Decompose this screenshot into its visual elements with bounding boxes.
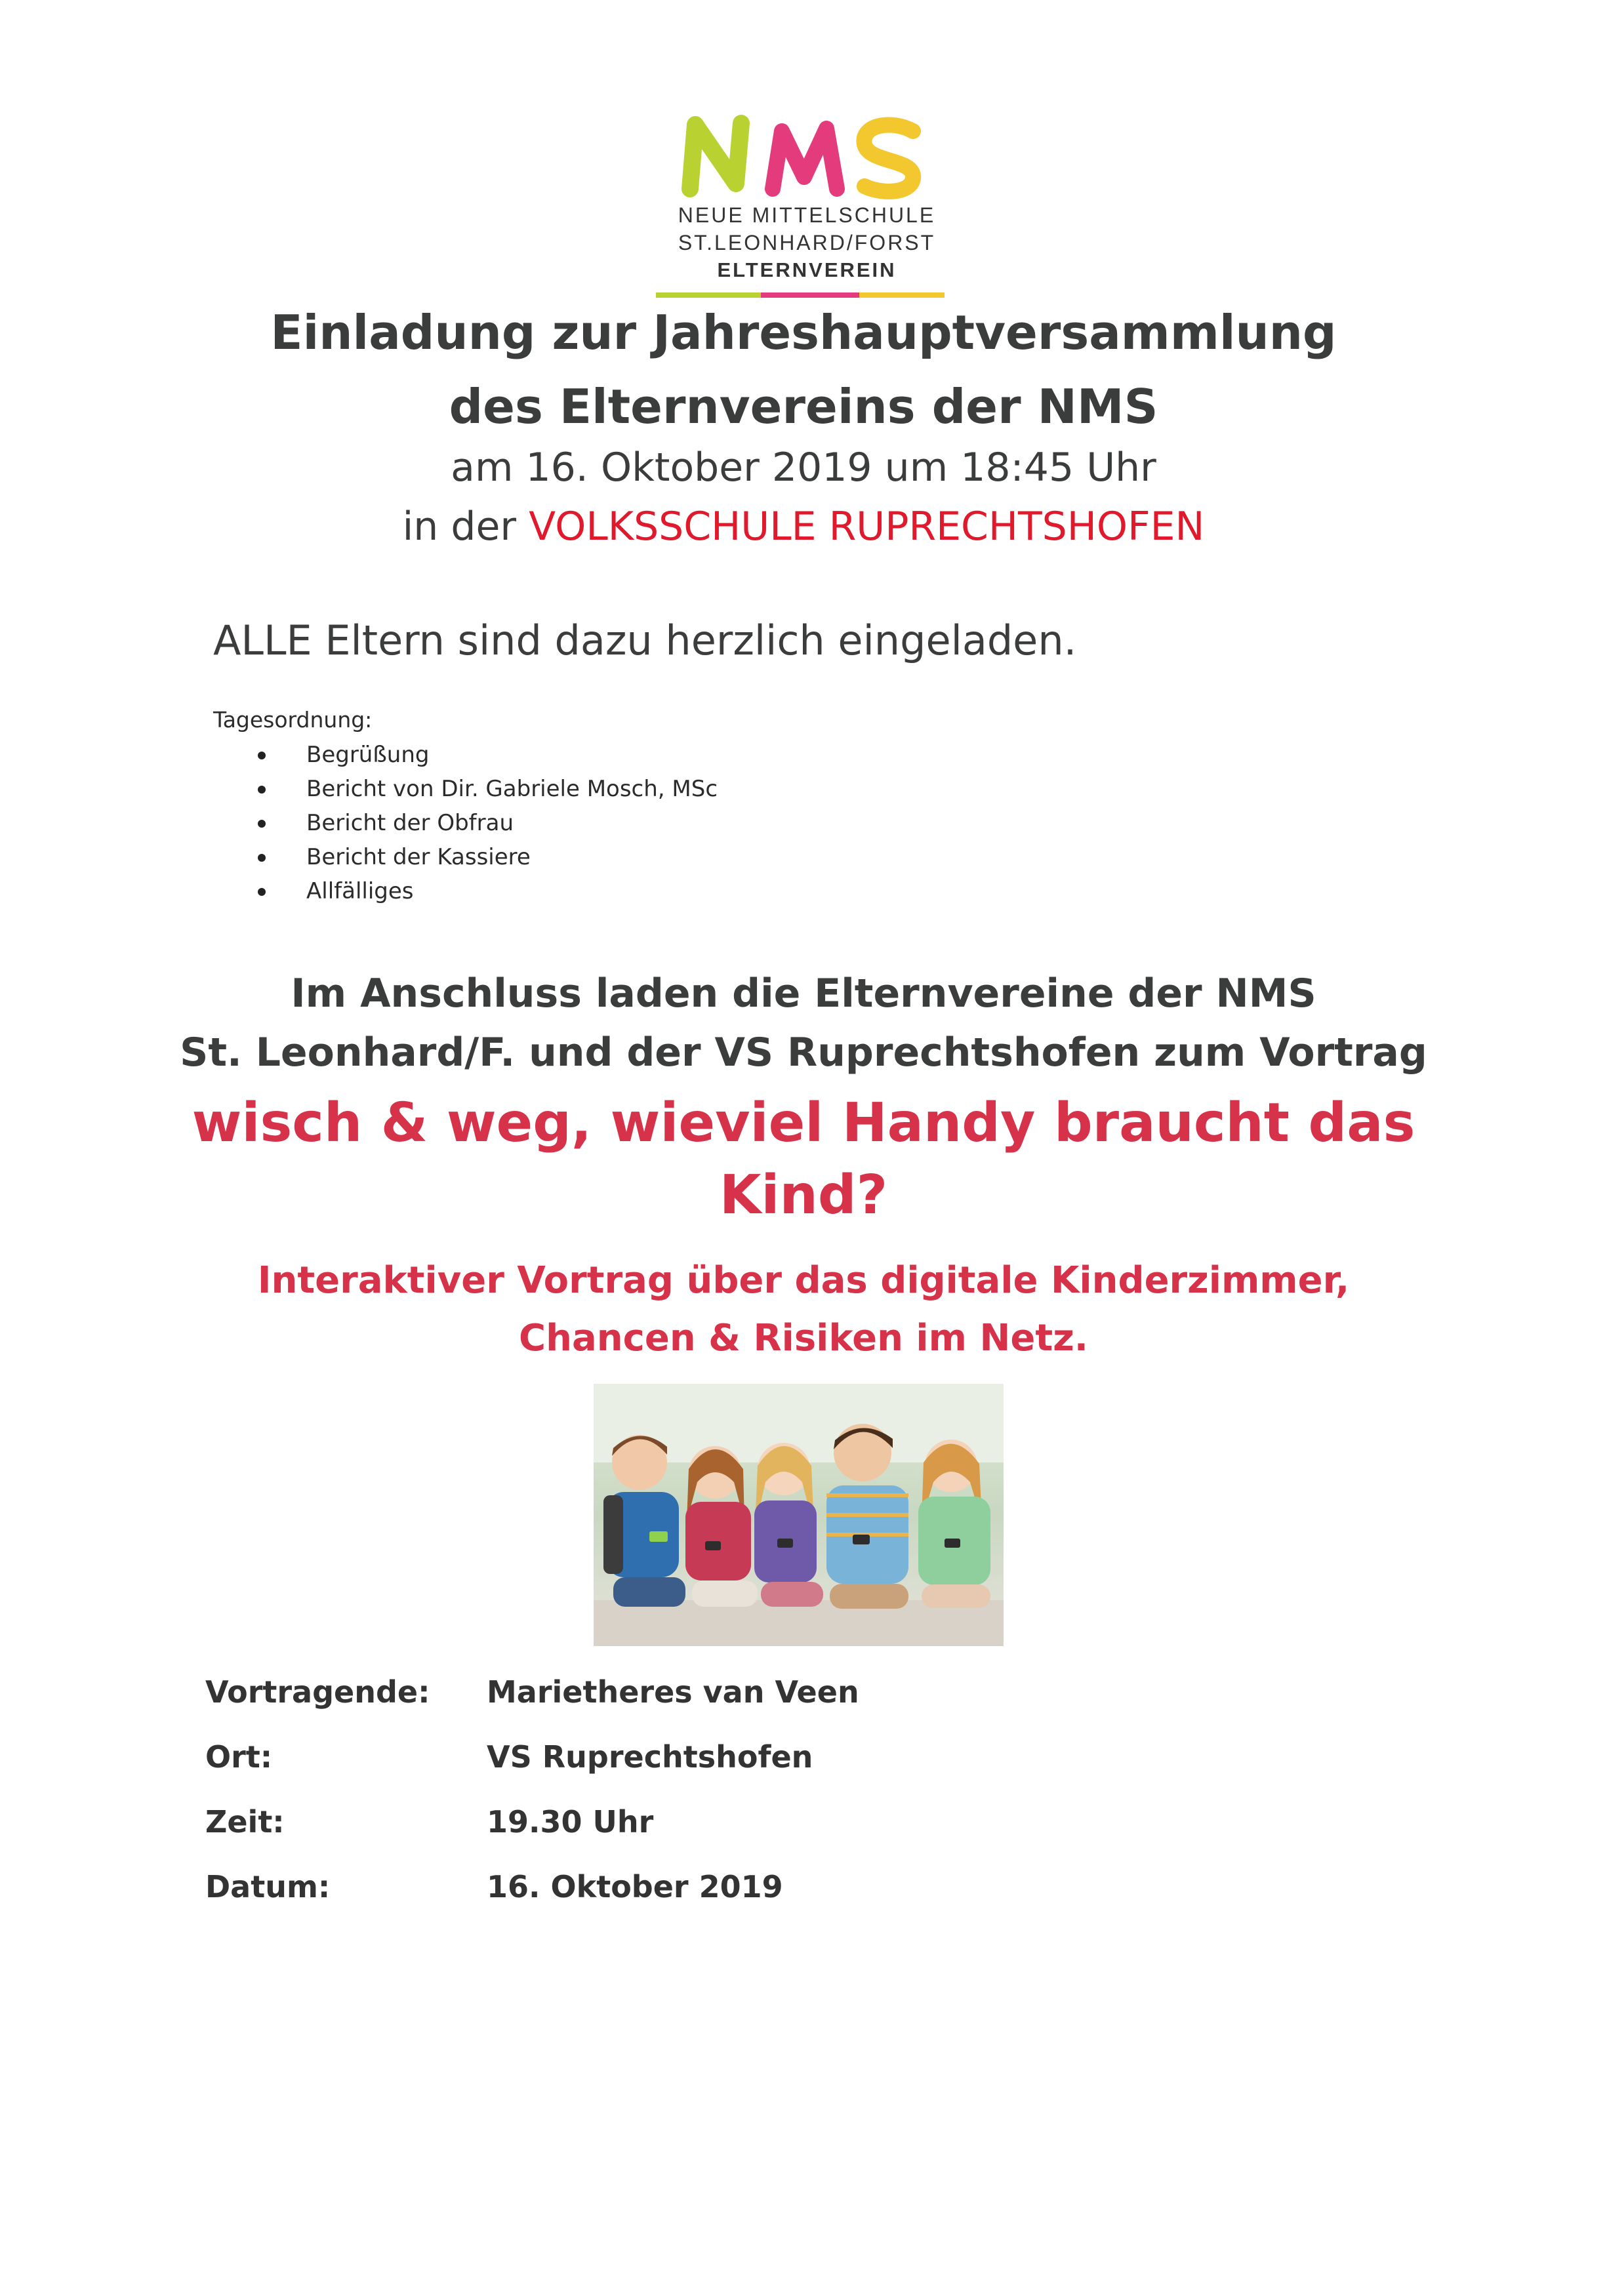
- agenda-item: [253, 874, 718, 908]
- bullet-icon: [258, 854, 266, 862]
- agenda-list: [253, 738, 718, 908]
- agenda-item-text: Allfälliges: [306, 878, 414, 904]
- agenda-item-text: Bericht von Dir. Gabriele Mosch, MSc: [306, 776, 718, 802]
- talk-title-line2: Kind?: [719, 1164, 888, 1226]
- logo-letter-n: [690, 123, 741, 189]
- agenda-item: [253, 772, 718, 806]
- detail-value-date: 16. Oktober 2019: [487, 1869, 783, 1904]
- logo-school-location: ST.LEONHARD/FORST: [678, 231, 936, 254]
- detail-label-time: Zeit:: [205, 1804, 285, 1840]
- detail-value-time: 19.30 Uhr: [487, 1804, 654, 1840]
- agenda-item: [253, 840, 718, 874]
- agenda-item-text: Begrüßung: [306, 742, 430, 768]
- detail-value-speaker: Marietheres van Veen: [487, 1674, 859, 1710]
- logo-letter-m: [773, 129, 837, 189]
- detail-label-place: Ort:: [205, 1739, 273, 1775]
- agenda-item-text: Bericht der Obfrau: [306, 810, 514, 836]
- agenda-title: Tagesordnung:: [213, 707, 373, 733]
- children-with-phones-photo: [594, 1384, 1004, 1646]
- logo-school-name: NEUE MITTELSCHULE: [678, 203, 936, 227]
- bullet-icon: [258, 820, 266, 828]
- nms-logo: [676, 105, 951, 203]
- location-place: VOLKSSCHULE RUPRECHTSHOFEN: [529, 504, 1205, 550]
- invitation-title-line2: des Elternvereins der NMS: [449, 379, 1158, 434]
- detail-label-speaker: Vortragende:: [205, 1674, 430, 1710]
- meeting-location: [0, 504, 1607, 550]
- agenda-item-text: Bericht der Kassiere: [306, 844, 531, 870]
- logo-letter-s: [864, 125, 913, 191]
- detail-label-date: Datum:: [205, 1869, 331, 1904]
- bullet-icon: [258, 888, 266, 896]
- bullet-icon: [258, 752, 266, 759]
- invitation-title-line1: Einladung zur Jahreshauptversammlung: [270, 305, 1337, 360]
- location-prefix: in der: [402, 504, 529, 550]
- agenda-item: [253, 738, 718, 772]
- invitation-text: ALLE Eltern sind dazu herzlich eingeladen.: [213, 616, 1077, 664]
- bullet-icon: [258, 786, 266, 794]
- logo-association: ELTERNVEREIN: [717, 258, 897, 281]
- announcement-line2: St. Leonhard/F. und der VS Ruprechtshofen zum Vortrag: [180, 1030, 1427, 1076]
- talk-title-line1: wisch & weg, wieviel Handy braucht das: [192, 1092, 1415, 1154]
- talk-subtitle-line1: Interaktiver Vortrag über das digitale Kinderzimmer,: [257, 1259, 1350, 1302]
- agenda-item: [253, 806, 718, 840]
- logo-color-rule: [656, 292, 945, 298]
- announcement-line1: Im Anschluss laden die Elternvereine der NMS: [291, 971, 1316, 1017]
- detail-value-place: VS Ruprechtshofen: [487, 1739, 813, 1775]
- talk-subtitle-line2: Chancen & Risiken im Netz.: [519, 1317, 1088, 1359]
- meeting-datetime: am 16. Oktober 2019 um 18:45 Uhr: [451, 445, 1156, 491]
